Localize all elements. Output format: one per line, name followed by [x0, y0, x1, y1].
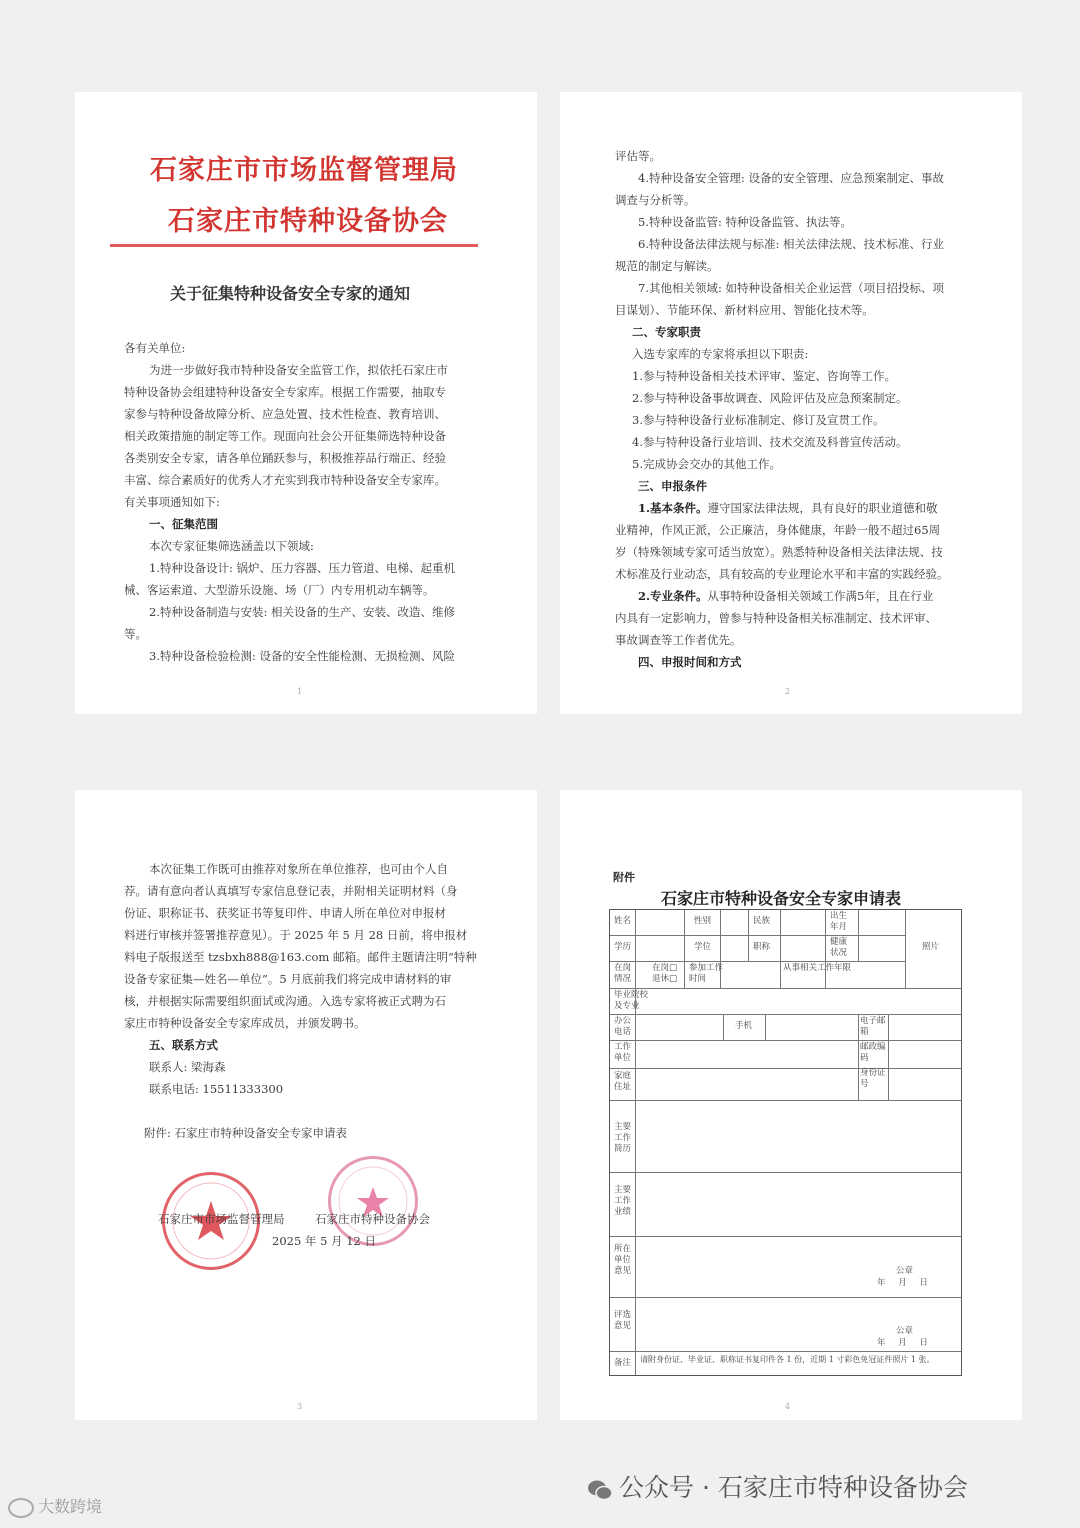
body-line: 业精神，作风正派，公正廉洁，身体健康，年龄一般不超过65周 — [615, 523, 941, 537]
form-label: 在岗情况 — [614, 963, 632, 984]
body-line: 5.完成协会交办的其他工作。 — [632, 457, 781, 471]
form-label: 健康状况 — [830, 937, 848, 958]
body-line — [638, 497, 938, 519]
condition-text: 从事特种设备相关领域工作满5年，且在行业 — [707, 589, 934, 603]
body-line: 特种设备协会组建特种设备安全专家库。根据工作需要，抽取专 — [124, 385, 446, 399]
body-line: 岁（特殊领域专家可适当放宽）。熟悉特种设备相关法律法规、技 — [615, 545, 943, 559]
body-line: 等。 — [124, 627, 147, 641]
page-number: 1 — [297, 687, 303, 696]
form-label: 从事相关工作年限 — [783, 963, 852, 973]
form-label: 评选意见 — [614, 1310, 632, 1331]
section-heading: 五、联系方式 — [149, 1038, 218, 1052]
body-line: 术标准及行业动态，具有较高的专业理论水平和丰富的实践经验。 — [615, 567, 949, 581]
remark-text: 请附身份证、毕业证、职称证书复印件各 1 份，近期 1 寸彩色免冠证件照片 1 张。 — [640, 1355, 935, 1364]
body-line: 2.特种设备制造与安装: 相关设备的生产、安装、改造、维修 — [149, 605, 455, 619]
body-line: 为进一步做好我市特种设备安全监管工作，拟依托石家庄市 — [149, 363, 448, 377]
seal-label: 公章 — [896, 1326, 914, 1336]
body-line: 4.特种设备安全管理: 设备的安全管理、应急预案制定、事故 — [638, 171, 944, 185]
page-number: 4 — [785, 1402, 791, 1411]
body-line: 设备专家征集—姓名—单位”。5 月底前我们将完成申请材料的审 — [124, 972, 452, 986]
sign-date: 2025 年 5 月 12 日 — [272, 1234, 376, 1248]
header-divider — [110, 244, 478, 247]
form-label: 手机 — [735, 1021, 753, 1031]
form-label: 参加工作时间 — [689, 963, 724, 984]
body-line: 1.参与特种设备相关技术评审、鉴定、咨询等工作。 — [632, 369, 896, 383]
section-heading: 四、申报时间和方式 — [638, 655, 742, 669]
body-line: 丰富、综合素质好的优秀人才充实到我市特种设备安全专家库。 — [124, 473, 446, 487]
body-line: 各类别安全专家，请各单位踊跃参与，积极推荐品行端正、经验 — [124, 451, 446, 465]
form-label: 办公电话 — [614, 1016, 632, 1037]
contact-phone: 联系电话: 15511333300 — [149, 1082, 284, 1096]
notice-title: 关于征集特种设备安全专家的通知 — [170, 284, 411, 303]
body-line: 评估等。 — [615, 149, 661, 163]
form-label: 电子邮箱 — [860, 1016, 886, 1037]
form-label: 学位 — [694, 942, 712, 952]
body-line: 家庄市特种设备安全专家库成员，并颁发聘书。 — [124, 1016, 366, 1030]
form-label: 学历 — [614, 942, 632, 952]
body-line: 相关政策措施的制定等工作。现面向社会公开征集筛选特种设备 — [124, 429, 446, 443]
body-line: 3.参与特种设备行业标准制定、修订及宣贯工作。 — [632, 413, 885, 427]
body-line: 本次专家征集筛选涵盖以下领域: — [149, 539, 314, 553]
condition-text: 遵守国家法律法规，具有良好的职业道德和敬 — [707, 501, 938, 515]
body-line: 2.参与特种设备事故调查、风险评估及应急预案制定。 — [632, 391, 908, 405]
body-line: 入选专家库的专家将承担以下职责: — [632, 347, 809, 361]
form-label: 所在单位意见 — [614, 1244, 632, 1276]
body-line: 事故调查等工作者优先。 — [615, 633, 742, 647]
form-label: 备注 — [614, 1358, 632, 1368]
form-label: 民族 — [753, 916, 771, 926]
weibo-icon — [8, 1498, 34, 1518]
form-label: 主要工作简历 — [614, 1122, 632, 1154]
body-line: 核，并根据实际需要组织面试或沟通。入选专家将被正式聘为石 — [124, 994, 446, 1008]
signature-association: 石家庄市特种设备协会 — [315, 1212, 430, 1226]
body-line: 本次征集工作既可由推荐对象所在单位推荐，也可由个人自 — [149, 862, 448, 876]
form-title: 石家庄市特种设备安全专家申请表 — [661, 889, 902, 908]
salutation: 各有关单位: — [124, 341, 186, 355]
body-line: 6.特种设备法律法规与标准: 相关法律法规、技术标准、行业 — [638, 237, 944, 251]
form-label: 主要工作业绩 — [614, 1185, 632, 1217]
section-heading: 三、申报条件 — [638, 479, 707, 493]
body-line: 7.其他相关领域: 如特种设备相关企业运营（项目招投标、项 — [638, 281, 944, 295]
body-line: 1.特种设备设计: 锅炉、压力容器、压力管道、电梯、起重机 — [149, 561, 455, 575]
body-line: 调查与分析等。 — [615, 193, 696, 207]
header-line-1: 石家庄市市场监督管理局 — [150, 155, 458, 186]
contact-person: 联系人: 梁海森 — [149, 1060, 226, 1074]
body-line: 料电子版报送至 tzsbxh888@163.com 邮箱。邮件主题请注明“特种 — [124, 950, 477, 964]
form-label: 出生年月 — [830, 911, 848, 932]
body-line: 料进行审核并签署推荐意见）。于 2025 年 5 月 28 日前，将申报材 — [124, 928, 468, 942]
section-heading: 一、征集范围 — [149, 517, 218, 531]
date-label: 年 月 日 — [877, 1338, 928, 1348]
form-label: 职称 — [753, 942, 771, 952]
body-line: 有关事项通知如下: — [124, 495, 220, 509]
body-line: 家参与特种设备故障分析、应急处置、技术性检查、教育培训、 — [124, 407, 446, 421]
photo-label: 照片 — [922, 942, 940, 952]
wechat-account-credit: 公众号 · 石家庄市特种设备协会 — [587, 1468, 968, 1504]
status-options[interactable]: 在岗□ 退休□ — [652, 963, 678, 984]
condition-label: 1.基本条件。 — [638, 501, 708, 515]
condition-label: 2.专业条件。 — [638, 589, 708, 603]
body-line: 内具有一定影响力，曾参与特种设备相关标准制定、技术评审、 — [615, 611, 937, 625]
page-number: 2 — [785, 687, 791, 696]
body-line: 目谋划）、节能环保、新材料应用、智能化技术等。 — [615, 303, 874, 317]
body-line: 械、客运索道、大型游乐设施、场（厂）内专用机动车辆等。 — [124, 583, 435, 597]
page-number: 3 — [297, 1402, 303, 1411]
body-line: 5.特种设备监管: 特种设备监管、执法等。 — [638, 215, 853, 229]
form-label: 姓名 — [614, 916, 632, 926]
form-label: 毕业院校及专业 — [614, 990, 649, 1011]
body-line: 3.特种设备检验检测: 设备的安全性能检测、无损检测、风险 — [149, 649, 455, 663]
attachment-label: 附件 — [613, 871, 635, 884]
body-line: 份证、职称证书、获奖证书等复印件、申请人所在单位对申报材 — [124, 906, 446, 920]
header-line-2: 石家庄市特种设备协会 — [168, 206, 448, 237]
form-label: 性别 — [694, 916, 712, 926]
signature-bureau: 石家庄市市场监督管理局 — [158, 1212, 285, 1226]
watermark-left: 大数跨境 — [8, 1494, 102, 1518]
attachment-note: 附件: 石家庄市特种设备安全专家申请表 — [144, 1126, 348, 1140]
form-label: 身份证号 — [860, 1068, 886, 1089]
section-heading: 二、专家职责 — [632, 325, 701, 339]
body-line — [638, 585, 933, 607]
body-line: 4.参与特种设备行业培训、技术交流及科普宣传活动。 — [632, 435, 908, 449]
form-label: 邮政编码 — [860, 1042, 886, 1063]
date-label: 年 月 日 — [877, 1278, 928, 1288]
form-label: 工作单位 — [614, 1042, 632, 1063]
seal-label: 公章 — [896, 1266, 914, 1276]
wechat-icon — [587, 1478, 613, 1500]
body-line: 荐。请有意向者认真填写专家信息登记表，并附相关证明材料（身 — [124, 884, 458, 898]
body-line: 规范的制定与解读。 — [615, 259, 719, 273]
form-label: 家庭住址 — [614, 1071, 632, 1092]
